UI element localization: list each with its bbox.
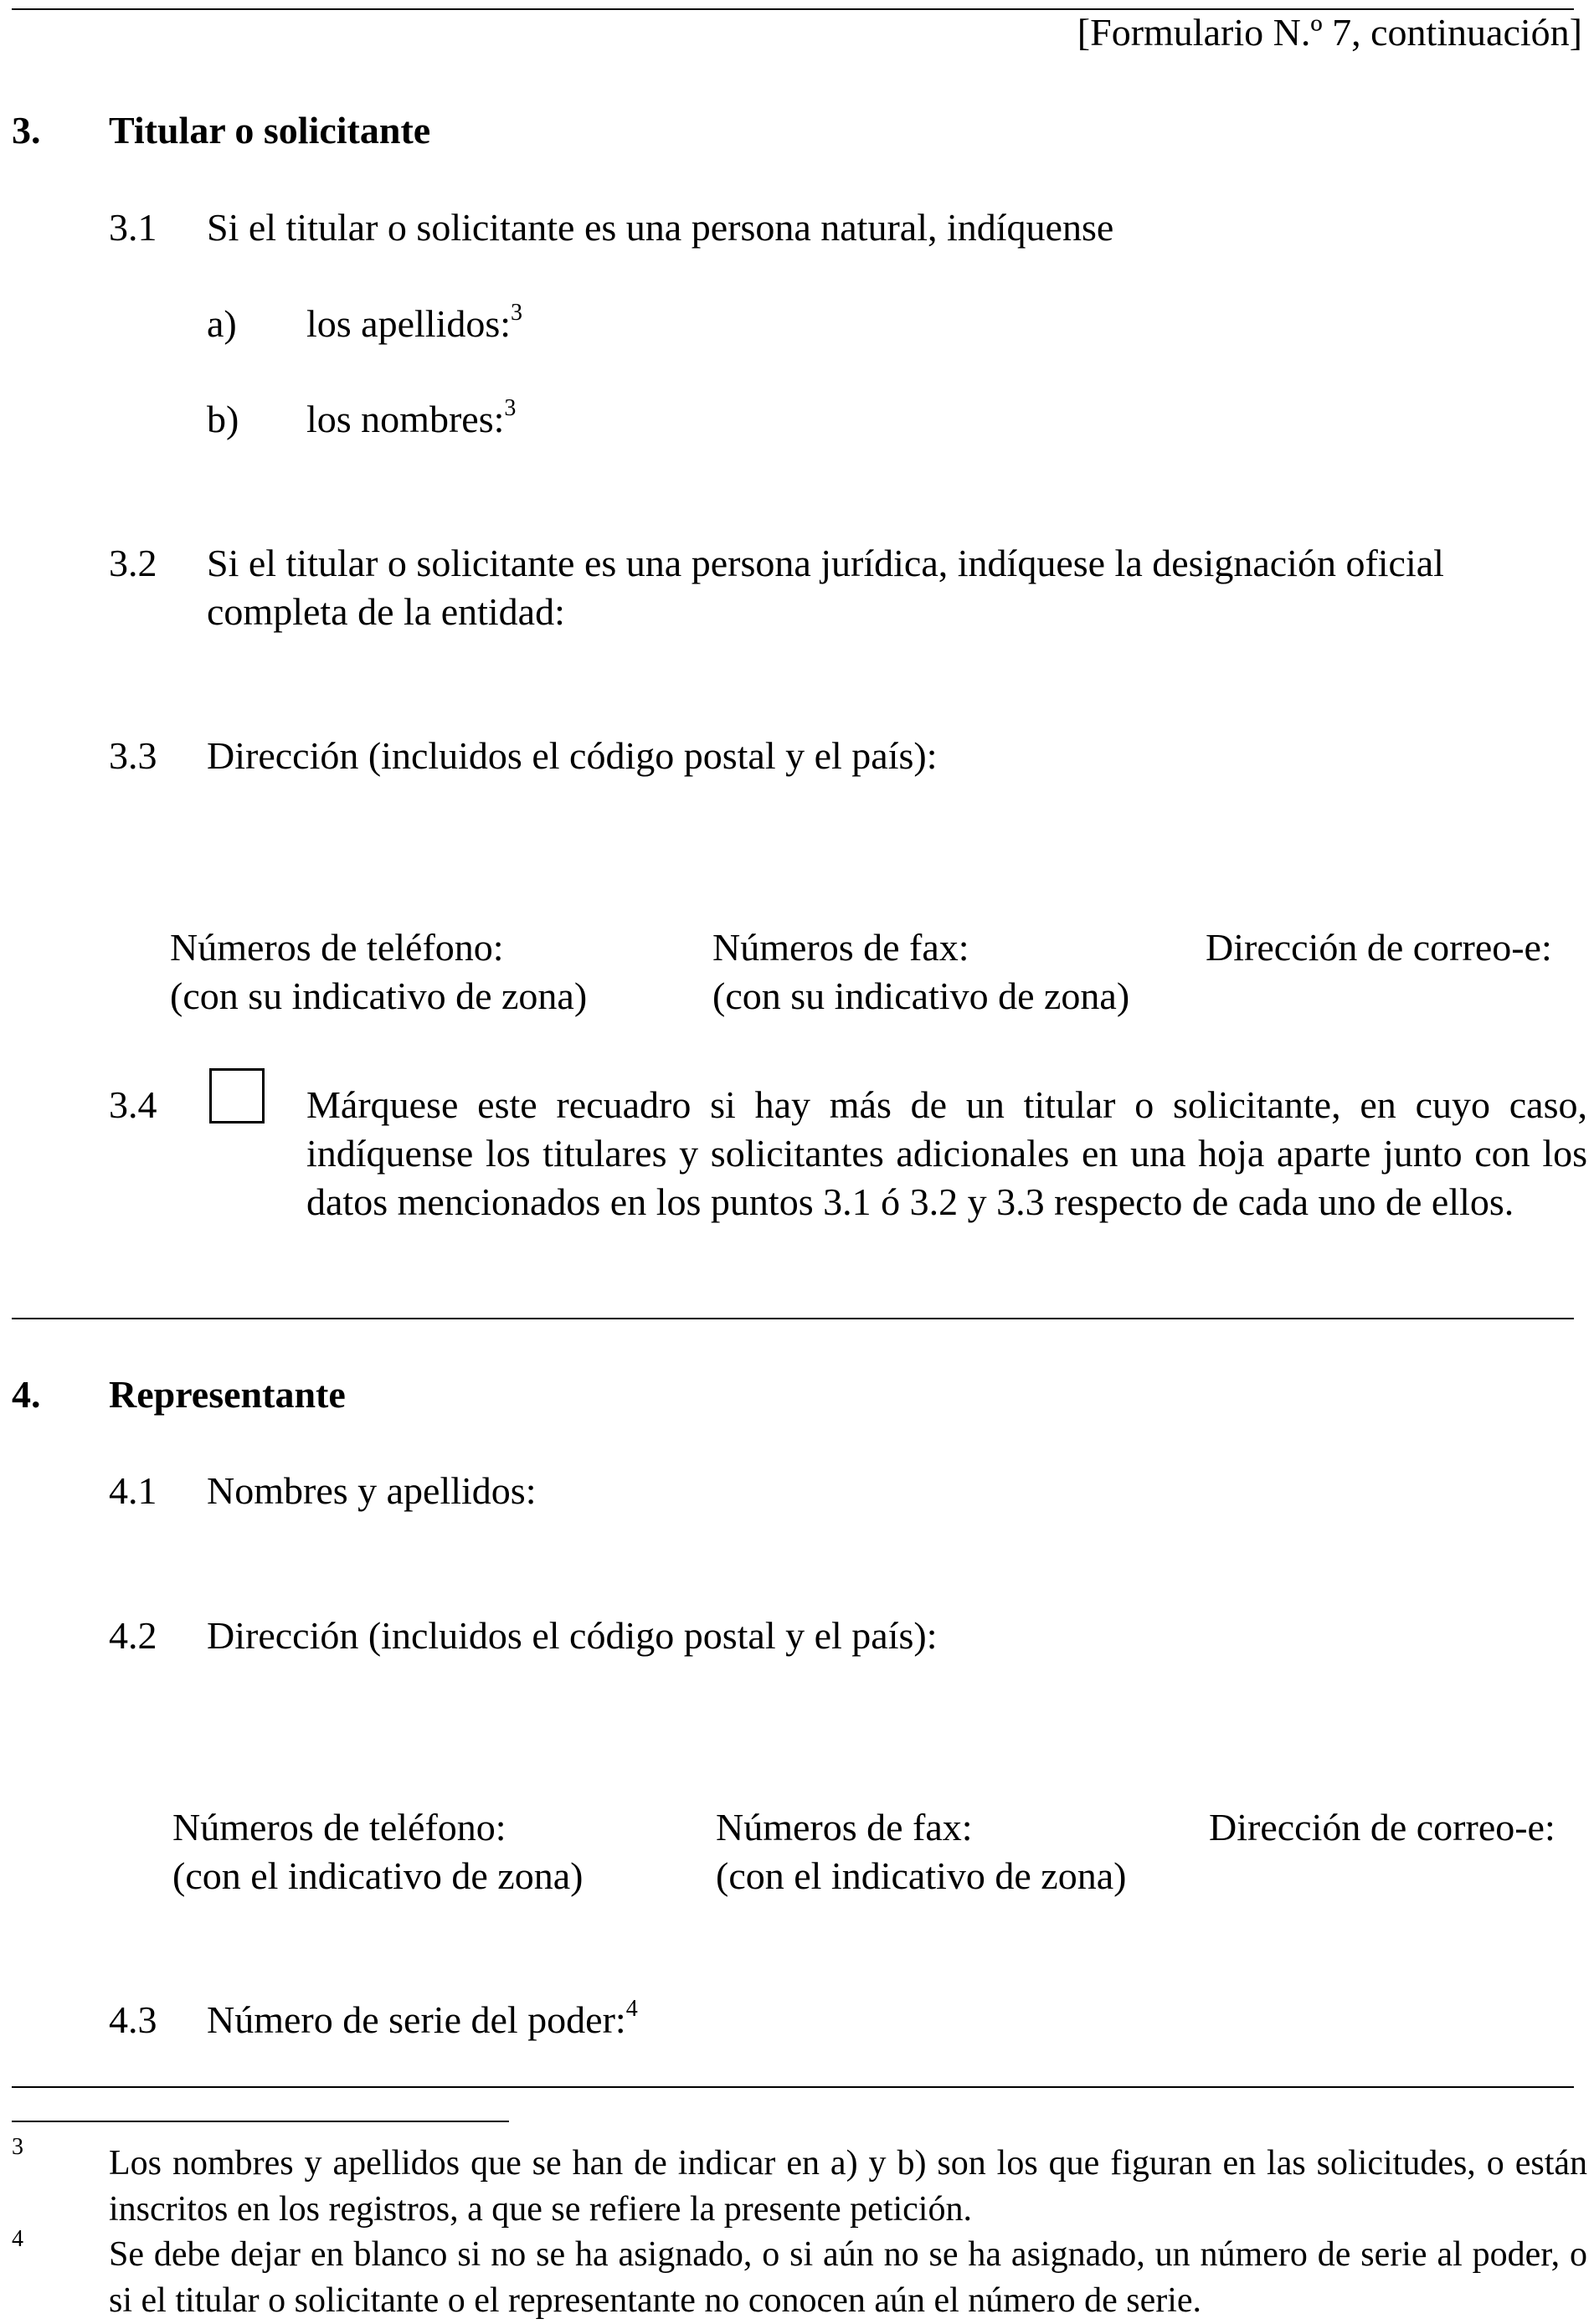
item-4-2-fax-label: Números de fax:: [716, 1806, 973, 1848]
item-4-1-number: 4.1: [109, 1469, 157, 1512]
item-3-3-fax-note: (con su indicativo de zona): [712, 974, 1130, 1017]
footnote-4-text: Se debe dejar en blanco si no se ha asignado, o si aún no se ha asignado, un número de serie al poder, o si el titular o solicitante o el representante no conocen aún el número de serie.: [109, 2235, 1587, 2320]
item-3-2-line2: completa de la entidad:: [207, 590, 565, 633]
footnote-ref-4: 4: [625, 1995, 638, 2022]
item-4-3-text: Número de serie del poder:: [207, 1998, 626, 2041]
footnote-3-text: Los nombres y apellidos que se han de indicar en a) y b) son los que figuran en las solicitudes, o están inscritos en los registros, a que se refiere la presente petición.: [109, 2144, 1587, 2229]
item-4-3-field[interactable]: [207, 1996, 638, 2044]
item-3-1-a-text: los apellidos:: [306, 302, 512, 345]
section-4-number: 4.: [12, 1373, 41, 1416]
footnote-rule: [12, 2121, 509, 2122]
item-3-3-phone-note: (con su indicativo de zona): [170, 974, 588, 1017]
item-3-1-text: Si el titular o solicitante es una persona natural, indíquense: [207, 206, 1114, 249]
item-3-1-b-label: b): [207, 398, 239, 440]
item-3-3-fax-label: Números de fax:: [712, 926, 969, 969]
section-3-number: 3.: [12, 109, 41, 152]
item-4-1-text: Nombres y apellidos:: [207, 1469, 537, 1512]
item-3-4-text: Márquese este recuadro si hay más de un titular o solicitante, en cuyo caso, indíquense los titulares y solicitantes adicionales en una hoja aparte junto con los datos mencionados en los puntos 3.1 ó 3.2 y 3.3 respecto de cada uno de ellos.: [306, 1083, 1587, 1223]
section-divider-3-4: [12, 1318, 1574, 1319]
item-3-1-b-text: los nombres:: [306, 398, 505, 440]
item-4-2-phone-note: (con el indicativo de zona): [172, 1854, 584, 1897]
item-4-2-email-label: Dirección de correo-e:: [1209, 1806, 1555, 1848]
item-3-2-line1: Si el titular o solicitante es una persona jurídica, indíquese la designación oficial: [207, 542, 1444, 584]
item-3-1-a-field[interactable]: [306, 300, 522, 348]
item-3-1-number: 3.1: [109, 206, 157, 249]
section-4-title: Representante: [109, 1373, 346, 1416]
footnote-4-number: 4: [12, 2226, 23, 2252]
item-3-4-number: 3.4: [109, 1083, 157, 1126]
item-3-1-b-field[interactable]: [306, 395, 516, 444]
footnote-ref-3b: 3: [504, 394, 517, 421]
item-3-1-a-label: a): [207, 302, 237, 345]
item-4-2-fax-note: (con el indicativo de zona): [716, 1854, 1127, 1897]
item-3-3-text: Dirección (incluidos el código postal y el país):: [207, 734, 938, 777]
item-4-2-number: 4.2: [109, 1614, 157, 1657]
section-divider-end: [12, 2086, 1574, 2088]
item-3-2-number: 3.2: [109, 542, 157, 584]
item-3-3-email-label: Dirección de correo-e:: [1206, 926, 1552, 969]
item-4-2-phone-label: Números de teléfono:: [172, 1806, 506, 1848]
form-reference: [Formulario N.º 7, continuación]: [1077, 11, 1582, 54]
item-4-2-text: Dirección (incluidos el código postal y el país):: [207, 1614, 938, 1657]
item-3-3-phone-label: Números de teléfono:: [170, 926, 504, 969]
section-3-title: Titular o solicitante: [109, 109, 431, 152]
footnote-ref-3a: 3: [511, 299, 523, 326]
item-3-3-number: 3.3: [109, 734, 157, 777]
footnote-3-number: 3: [12, 2134, 23, 2160]
multiple-holders-checkbox[interactable]: [209, 1068, 265, 1123]
item-4-3-number: 4.3: [109, 1998, 157, 2041]
